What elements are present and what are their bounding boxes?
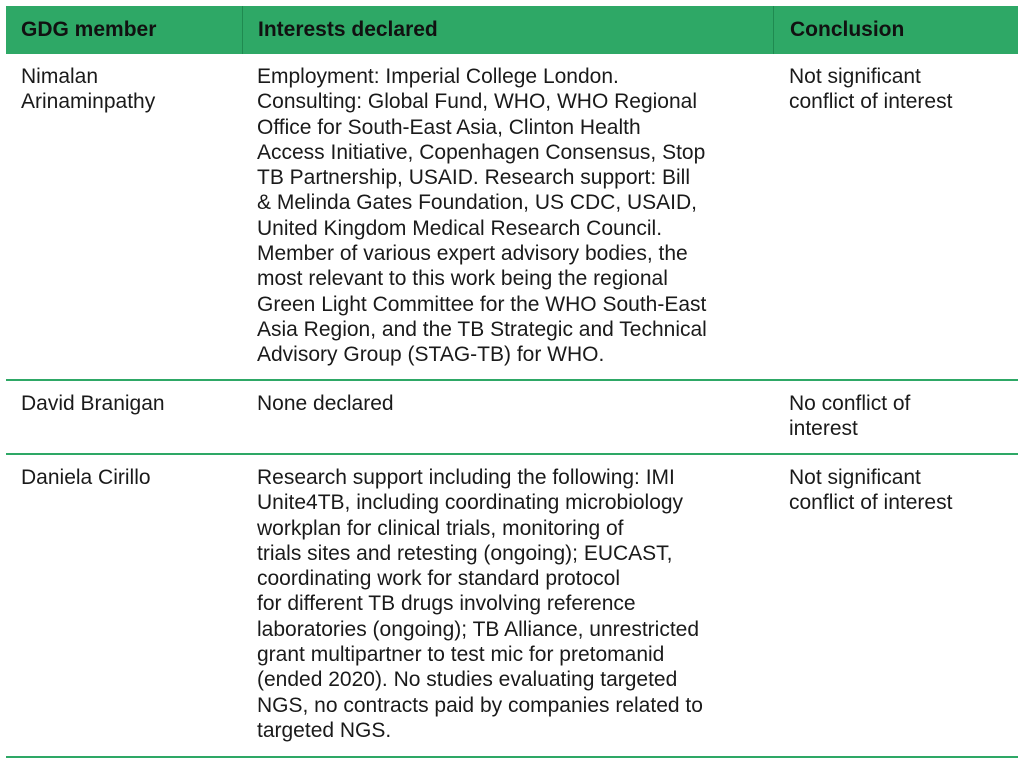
member-cell: Daniela Cirillo — [21, 466, 151, 489]
table-row — [6, 381, 1018, 455]
interests-cell: Research support including the following: IMI Unite4TB, including coordinating microbiology workplan for clinical trials, monitoring of trials sites and retesting (ongoing); EUCAST, coordinating work for standard protocol for different TB drugs involving reference laboratories (ongoing); TB Alliance, unrestricted grant multipartner to test mic for pretomanid (ended 2020). No studies evaluating targeted NGS, no contracts paid by companies related to targeted NGS. — [257, 466, 703, 742]
table-row — [6, 54, 1018, 381]
table-header — [6, 6, 1018, 54]
member-cell: Nimalan Arinaminpathy — [21, 65, 156, 114]
table-row — [6, 455, 1018, 758]
conclusion-cell: Not significant conflict of interest — [789, 466, 953, 515]
conclusion-cell: Not significant conflict of interest — [789, 65, 953, 114]
header-interests-declared: Interests declared — [242, 6, 773, 54]
interests-cell: Employment: Imperial College London. Consulting: Global Fund, WHO, WHO Regional Office for South-East Asia, Clinton Health Access Initiative, Copenhagen Consensus, Stop TB Partnership, USAID. Research support: Bill & Melinda Gates Foundation, US CDC, USAID, United Kingdom Medical Research Council. Member of various expert advisory bodies, the most relevant to this work being the regional Green Light Committee for the WHO South-East Asia Region, and the TB Strategic and Technical Advisory Group (STAG-TB) for WHO. — [257, 65, 707, 367]
interests-cell: None declared — [257, 392, 394, 415]
member-cell: David Branigan — [21, 392, 165, 415]
conflict-of-interest-table — [6, 6, 1018, 758]
conclusion-cell: No conflict of interest — [789, 392, 911, 441]
header-gdg-member: GDG member — [21, 18, 157, 41]
header-conclusion: Conclusion — [773, 6, 1018, 54]
